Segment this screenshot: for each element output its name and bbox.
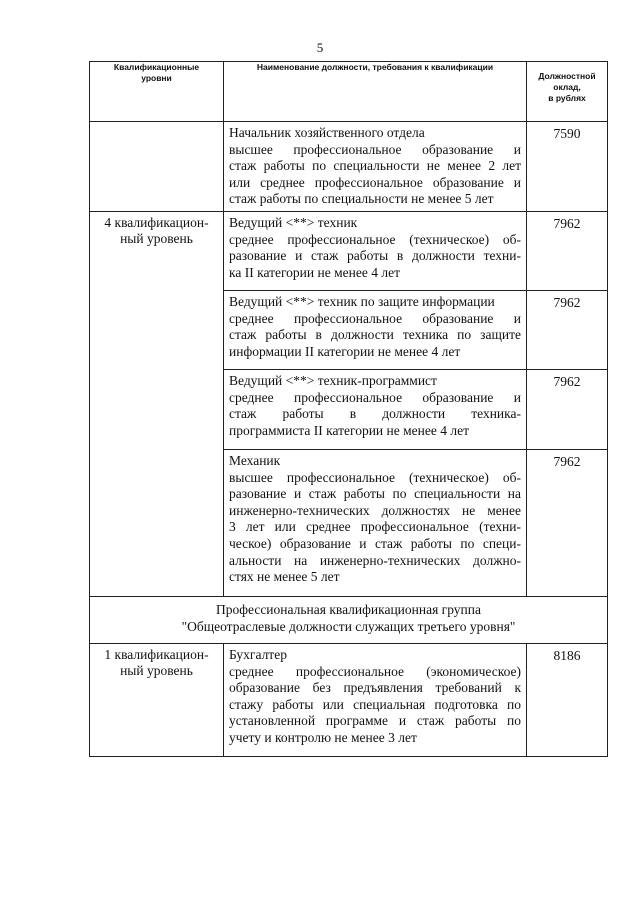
header-salary-line2: оклад, xyxy=(553,82,581,92)
requirement-line: образование без предъявления требований к xyxy=(229,680,521,696)
level-line2: ный уровень xyxy=(120,662,193,678)
header-position: Наименование должности, требования к квалификации xyxy=(224,62,527,122)
requirement-line: разование и стаж работы по специальности на xyxy=(229,486,521,502)
requirement-line: стаж работы по специальности не менее 2 лет xyxy=(229,158,521,174)
table-row xyxy=(90,643,608,756)
header-salary-line3: в рублях xyxy=(548,93,586,103)
group-heading-line2: "Общеотраслевые должности служащих третьего уровня" xyxy=(181,618,516,634)
page-number: 5 xyxy=(316,40,324,55)
position-title: Механик xyxy=(229,452,281,468)
salary-value: 8186 xyxy=(527,643,608,756)
requirement-line: стажу работы или специальная подготовка по xyxy=(229,696,521,712)
requirement-line: стях не менее 5 лет xyxy=(229,569,340,585)
requirement-line: среднее профессиональное (экономическое) xyxy=(229,663,521,679)
table-row xyxy=(90,211,608,290)
requirement-line: 3 лет или среднее профессиональное (техни- xyxy=(229,519,521,535)
position-title: Ведущий <**> техник-программист xyxy=(229,372,437,388)
requirement-line: разование и стаж работы в должности техни- xyxy=(229,248,521,264)
position-cell xyxy=(224,290,527,369)
salary-value: 7590 xyxy=(527,122,608,212)
position-title: Ведущий <**> техник по защите информации xyxy=(229,293,495,309)
requirement-line: ческое) образование и стаж работы по специ- xyxy=(229,535,521,551)
position-cell xyxy=(224,211,527,290)
requirement-line: стаж работы по специальности не менее 5 лет xyxy=(229,191,494,207)
requirement-line: установленной программе и стаж работы по xyxy=(229,713,521,729)
requirement-line: или среднее профессиональное образование и xyxy=(229,174,521,190)
table-row xyxy=(90,122,608,212)
position-title: Бухгалтер xyxy=(229,646,287,662)
requirement-line: среднее профессиональное (техническое) об- xyxy=(229,231,521,247)
requirement-line: стаж работы в должности техника по защите xyxy=(229,327,521,343)
level-line1: 1 квалификацион- xyxy=(104,646,209,662)
requirement-line: ка II категории не менее 4 лет xyxy=(229,264,400,280)
level-cell-empty xyxy=(90,122,224,212)
salary-value: 7962 xyxy=(527,449,608,596)
requirement-line: учету и контролю не менее 3 лет xyxy=(229,729,417,745)
position-cell xyxy=(224,449,527,596)
requirement-line: инженерно-технических должностях не менее xyxy=(229,502,521,518)
level-line1: 4 квалификацион- xyxy=(104,214,209,230)
requirement-line: высшее профессиональное (техническое) об- xyxy=(229,469,521,485)
requirement-line: среднее профессиональное образование и xyxy=(229,389,521,405)
group-heading xyxy=(90,596,608,643)
requirement-line: среднее профессиональное образование и xyxy=(229,310,521,326)
level-cell xyxy=(90,211,224,596)
requirement-line: программиста II категории не менее 4 лет xyxy=(229,422,469,438)
requirement-line: высшее профессиональное образование и xyxy=(229,141,521,157)
header-salary xyxy=(527,62,608,122)
level-line2: ный уровень xyxy=(120,230,193,246)
header-salary-line1: Должностной xyxy=(538,71,596,81)
header-level-line1: Квалификационные xyxy=(113,62,200,72)
salary-value: 7962 xyxy=(527,290,608,369)
requirement-line: стаж работы в должности техника- xyxy=(229,406,521,422)
position-title: Начальник хозяйственного отдела xyxy=(229,125,425,140)
position-cell xyxy=(224,369,527,449)
group-heading-row xyxy=(90,596,608,643)
salary-table xyxy=(89,61,608,757)
level-cell xyxy=(90,643,224,756)
requirement-line: информации II категории не менее 4 лет xyxy=(229,343,461,359)
position-cell xyxy=(224,122,527,212)
header-level-line2: уровни xyxy=(141,73,172,83)
group-heading-line1: Профессиональная квалификационная группа xyxy=(216,601,481,617)
salary-value: 7962 xyxy=(527,369,608,449)
requirement-line: альности на инженерно-технических должно- xyxy=(229,552,521,568)
position-cell xyxy=(224,643,527,756)
header-qualification-levels xyxy=(90,62,224,122)
table-header-row xyxy=(90,62,608,122)
position-title: Ведущий <**> техник xyxy=(229,214,358,230)
salary-value: 7962 xyxy=(527,211,608,290)
